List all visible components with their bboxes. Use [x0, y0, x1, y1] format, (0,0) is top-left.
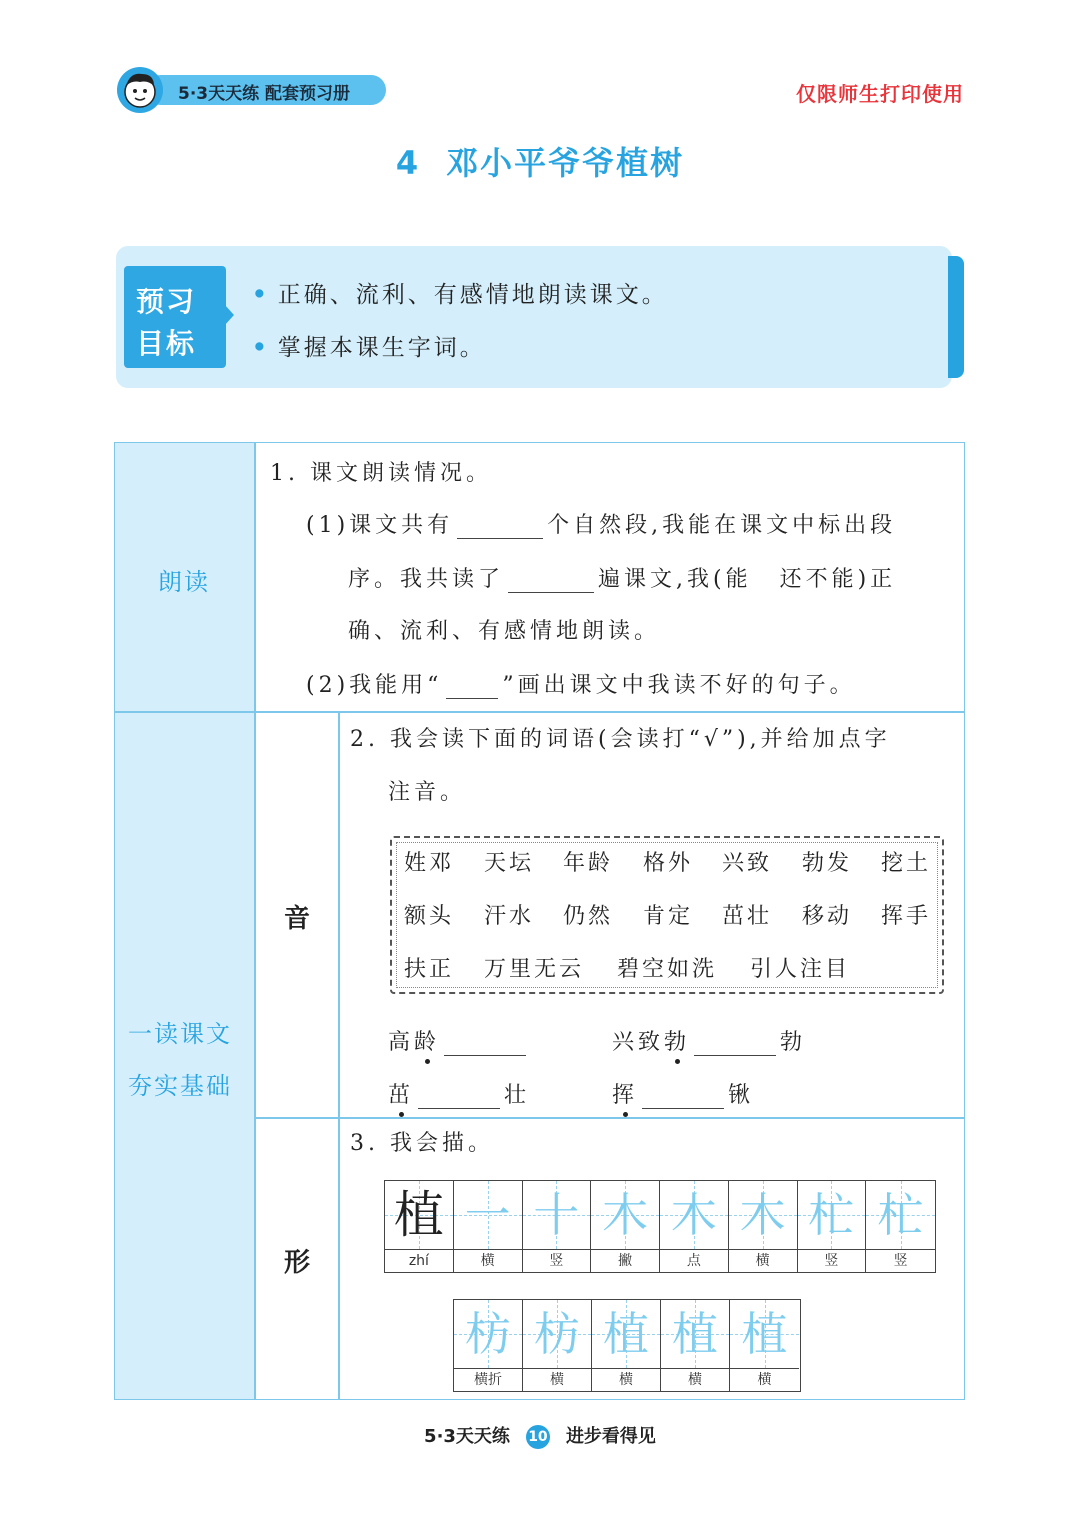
stroke-name: 点	[686, 1253, 701, 1269]
stroke-cell[interactable]	[660, 1181, 729, 1272]
goal-item: • 掌握本课生字词。	[252, 334, 486, 361]
q1-line3: 确、流利、有感情地朗读。	[348, 619, 661, 644]
stroke-name: 横折	[474, 1372, 502, 1388]
goal-tag-line1: 预习	[136, 285, 197, 318]
word-item[interactable]: 额头	[404, 904, 455, 929]
stroke-name: 竖	[893, 1253, 908, 1269]
read-count-blank[interactable]	[508, 567, 594, 593]
stroke-cell[interactable]	[729, 1181, 798, 1272]
divider	[254, 442, 256, 1400]
stroke-cell[interactable]	[730, 1300, 799, 1391]
pinyin-blank[interactable]	[694, 1030, 776, 1056]
preview-goals-tag	[124, 266, 226, 368]
divider	[255, 1117, 965, 1119]
stroke-cell[interactable]	[523, 1181, 592, 1272]
pinyin-blank[interactable]	[418, 1083, 500, 1109]
footer-book-name: 5·3天天练	[424, 1426, 510, 1447]
stroke-grid-row1	[384, 1180, 936, 1273]
word-item[interactable]: 碧空如洗	[617, 957, 718, 982]
word-item[interactable]: 勃发	[802, 851, 853, 876]
stroke-step-glyph: 枋	[465, 1307, 511, 1361]
word-item[interactable]: 引人注目	[750, 957, 851, 982]
student-mascot-icon	[116, 66, 164, 114]
basics-section-label-line2: 夯实基础	[128, 1072, 232, 1100]
paragraph-count-blank[interactable]	[457, 513, 543, 539]
mark-symbol-blank[interactable]	[446, 673, 498, 699]
stroke-name: 竖	[549, 1253, 564, 1269]
book-badge	[116, 66, 386, 112]
stroke-name: 横	[755, 1253, 770, 1269]
reading-section-label: 朗读	[158, 568, 210, 596]
divider	[114, 711, 965, 713]
goal-tag-line2: 目标	[136, 327, 197, 360]
sound-label: 音	[284, 904, 311, 934]
pinyin-blank[interactable]	[642, 1083, 724, 1109]
preview-goals-box	[116, 246, 952, 388]
word-item[interactable]: 仍然	[563, 904, 614, 929]
stroke-name: 横	[550, 1372, 564, 1388]
stroke-step-glyph: 植	[672, 1307, 718, 1361]
model-character: 植	[393, 1186, 444, 1244]
word-item[interactable]: 汗水	[484, 904, 535, 929]
lesson-title	[0, 138, 1080, 184]
word-item[interactable]: 挖土	[881, 851, 932, 876]
q1-heading: 1. 课文朗读情况。	[270, 461, 492, 486]
q2-heading: 2. 我会读下面的词语(会读打“√”),并给加点字	[350, 727, 891, 752]
page-number: 10	[526, 1425, 550, 1449]
stroke-name: 竖	[824, 1253, 839, 1269]
lesson-name: 邓小平爷爷植树	[446, 144, 685, 182]
pinyin-fill-gaoling: 高龄	[388, 1025, 530, 1056]
page-footer	[0, 1422, 1080, 1449]
stroke-step-glyph: 植	[741, 1307, 788, 1361]
book-title: 5·3天天练 配套预习册	[178, 84, 351, 104]
stroke-step-glyph: 木	[739, 1188, 786, 1242]
stroke-step-glyph: 杧	[808, 1188, 855, 1242]
q1-line4: (2)我能用“ ”画出课文中我读不好的句子。	[306, 673, 856, 698]
stroke-cell[interactable]	[592, 1300, 661, 1391]
stroke-step-glyph: 木	[670, 1188, 717, 1242]
q3-heading: 3. 我会描。	[350, 1131, 494, 1156]
stroke-cell[interactable]	[798, 1181, 867, 1272]
goal-item: • 正确、流利、有感情地朗读课文。	[252, 281, 668, 308]
stroke-step-glyph: 十	[533, 1188, 580, 1242]
q1-line2: 序。我共读了 遍课文,我(能 还不能)正	[348, 567, 897, 592]
shape-label: 形	[284, 1248, 311, 1278]
pinyin-blank[interactable]	[444, 1030, 526, 1056]
preview-goals-edge	[948, 256, 964, 378]
q2-heading-cont: 注音。	[388, 780, 467, 805]
stroke-cell[interactable]	[454, 1300, 523, 1391]
stroke-name: 横	[619, 1372, 633, 1388]
goal-tag-arrow	[224, 304, 234, 326]
stroke-cell[interactable]	[591, 1181, 660, 1272]
lesson-number: 4	[395, 144, 421, 182]
stroke-cell[interactable]	[661, 1300, 730, 1391]
footer-slogan: 进步看得见	[565, 1426, 656, 1447]
word-item[interactable]: 姓邓	[404, 851, 455, 876]
q1-line1: (1)课文共有 个自然段,我能在课文中标出段	[306, 513, 897, 538]
stroke-cell[interactable]	[454, 1181, 523, 1272]
stroke-step-glyph: 木	[602, 1188, 649, 1242]
pinyin-fill-bofa: 兴致勃 勃	[612, 1025, 806, 1056]
pinyin-fill-huiqiao: 挥 锹	[612, 1078, 754, 1109]
print-note: 仅限师生打印使用	[796, 82, 964, 106]
stroke-name: 横	[480, 1253, 495, 1269]
pinyin-fill-zhuozhuang: 茁 壮	[388, 1078, 530, 1109]
stroke-step-glyph: 杧	[877, 1188, 924, 1242]
word-item[interactable]: 兴致	[722, 851, 773, 876]
stroke-step-glyph: 枋	[534, 1307, 580, 1361]
stroke-cell[interactable]	[866, 1181, 935, 1272]
word-item[interactable]: 万里无云	[484, 957, 585, 982]
stroke-name: 横	[688, 1372, 702, 1388]
word-item[interactable]: 格外	[643, 851, 694, 876]
word-item[interactable]: 肯定	[643, 904, 694, 929]
stroke-cell[interactable]	[523, 1300, 592, 1391]
word-item[interactable]: 挥手	[881, 904, 932, 929]
pinyin-label: zhí	[408, 1253, 429, 1269]
stroke-step-glyph: 一	[464, 1188, 511, 1242]
stroke-name: 横	[757, 1372, 772, 1388]
basics-section-label-line1: 一读课文	[128, 1020, 232, 1048]
stroke-step-glyph: 植	[603, 1307, 649, 1361]
divider	[338, 712, 340, 1400]
stroke-name: 撇	[618, 1253, 633, 1269]
word-item[interactable]: 天坛	[484, 851, 535, 876]
word-item[interactable]: 年龄	[563, 851, 614, 876]
word-item[interactable]: 茁壮	[722, 904, 773, 929]
word-item[interactable]: 移动	[802, 904, 853, 929]
char-cell	[385, 1181, 454, 1272]
word-item[interactable]: 扶正	[404, 957, 455, 982]
stroke-grid-row2	[453, 1299, 801, 1392]
